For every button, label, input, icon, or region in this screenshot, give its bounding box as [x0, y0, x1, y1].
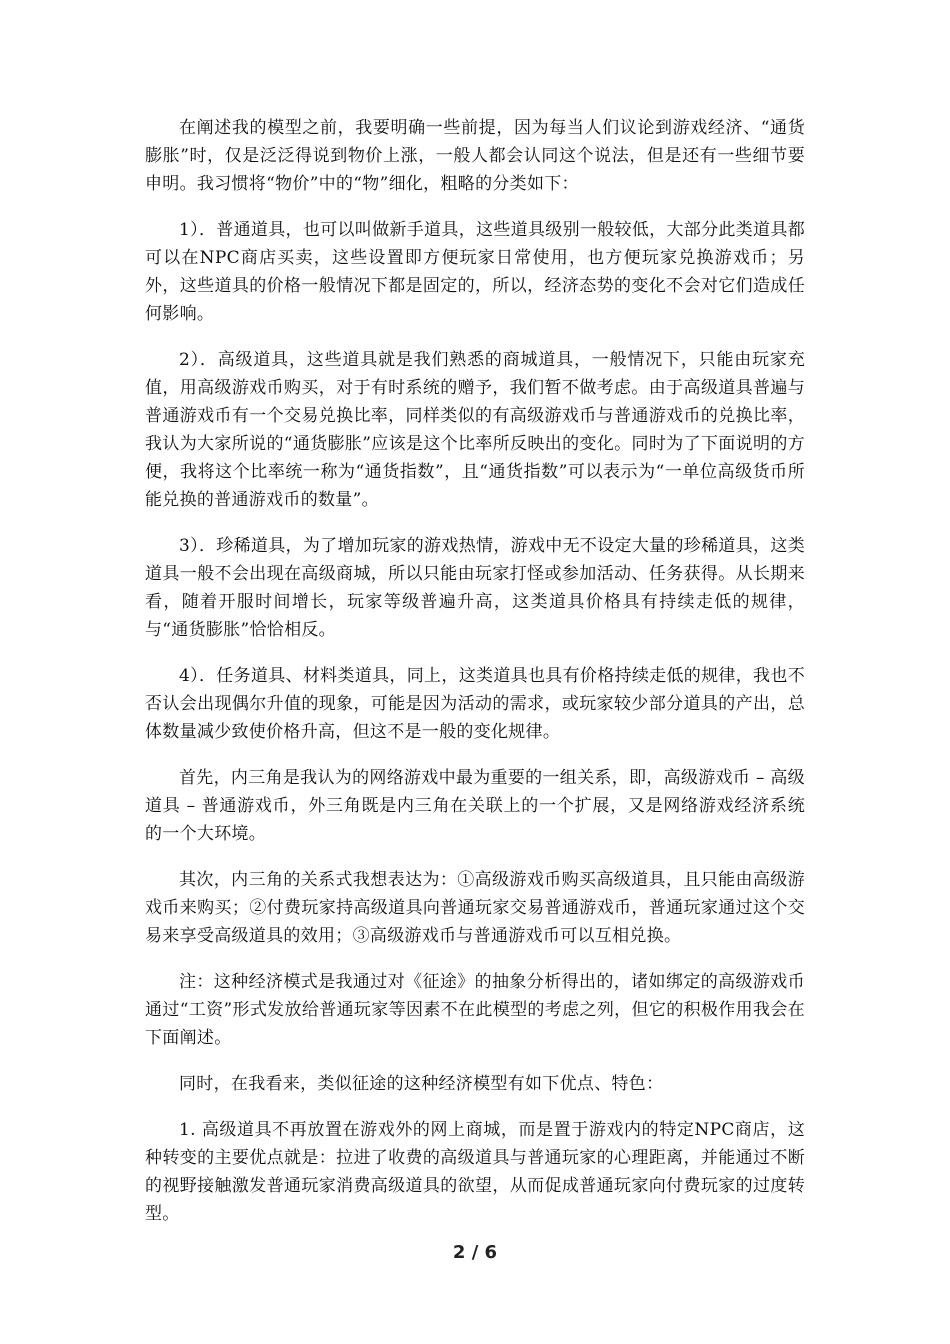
paragraph-item-3: 3）．珍稀道具，为了增加玩家的游戏热情，游戏中无不设定大量的珍稀道具，这类道具一般不会出现在高级商城，所以只能由玩家打怪或参加活动、任务获得。从长期来看，随着开服时间增长，玩家等级普遍升高，这类道具价格具有持续走低的规律，与“通货膨胀”恰恰相反。: [145, 536, 805, 640]
paragraph-item-4: 4）．任务道具、材料类道具，同上，这类道具也具有价格持续走低的规律，我也不否认会出现偶尔升值的现象，可能是因为活动的需求，或玩家较少部分道具的产出，总体数量减少致使价格升高，但这不是一般的变化规律。: [145, 666, 805, 742]
paragraph-intro: 在阐述我的模型之前，我要明确一些前提，因为每当人们议论到游戏经济、“通货膨胀”时，仅是泛泛得说到物价上涨，一般人都会认同这个说法，但是还有一些细节要申明。我习惯将“物价”中的“物”细化，粗略的分类如下：: [145, 118, 805, 194]
paragraph-note: 注：这种经济模式是我通过对《征途》的抽象分析得出的，诸如绑定的高级游戏币通过“工资”形式发放给普通玩家等因素不在此模型的考虑之列，但它的积极作用我会在下面阐述。: [145, 972, 805, 1048]
paragraph-item-2: 2）．高级道具，这些道具就是我们熟悉的商城道具，一般情况下，只能由玩家充值，用高级游戏币购买，对于有时系统的赠予，我们暂不做考虑。由于高级道具普遍与普通游戏币有一个交易兑换比率，同样类似的有高级游戏币与普通游戏币的兑换比率，我认为大家所说的“通货膨胀”应该是这个比率所反映出的变化。同时为了下面说明的方便，我将这个比率统一称为“通货指数”，且“通货指数”可以表示为“一单位高级货币所能兑换的普通游戏币的数量”。: [145, 350, 805, 510]
paragraph-advantages-intro: 同时，在我看来，类似征途的这种经济模型有如下优点、特色：: [179, 1074, 664, 1094]
paragraph-first: 首先，内三角是我认为的网络游戏中最为重要的一组关系，即，高级游戏币 – 高级道具 – 普通游戏币，外三角既是内三角在关联上的一个扩展，又是网络游戏经济系统的一个大环境。: [145, 768, 805, 844]
document-body: [145, 114, 805, 1246]
page-number: 2 / 6: [452, 1242, 498, 1263]
paragraph-second: 其次，内三角的关系式我想表达为：①高级游戏币购买高级道具，且只能由高级游戏币来购买；②付费玩家持高级道具向普通玩家交易普通游戏币，普通玩家通过这个交易来享受高级道具的效用；③高级游戏币与普通游戏币可以互相兑换。: [145, 870, 805, 946]
paragraph-advantage-1: 1. 高级道具不再放置在游戏外的网上商城，而是置于游戏内的特定NPC商店，这种转变的主要优点就是：拉进了收费的高级道具与普通玩家的心理距离，并能通过不断的视野接触激发普通玩家消费高级道具的欲望，从而促成普通玩家向付费玩家的过度转型。: [145, 1120, 805, 1224]
paragraph-item-1: 1）．普通道具，也可以叫做新手道具，这些道具级别一般较低，大部分此类道具都可以在NPC商店买卖，这些设置即方便玩家日常使用，也方便玩家兑换游戏币；另外，这些道具的价格一般情况下都是固定的，所以，经济态势的变化不会对它们造成任何影响。: [145, 220, 805, 324]
